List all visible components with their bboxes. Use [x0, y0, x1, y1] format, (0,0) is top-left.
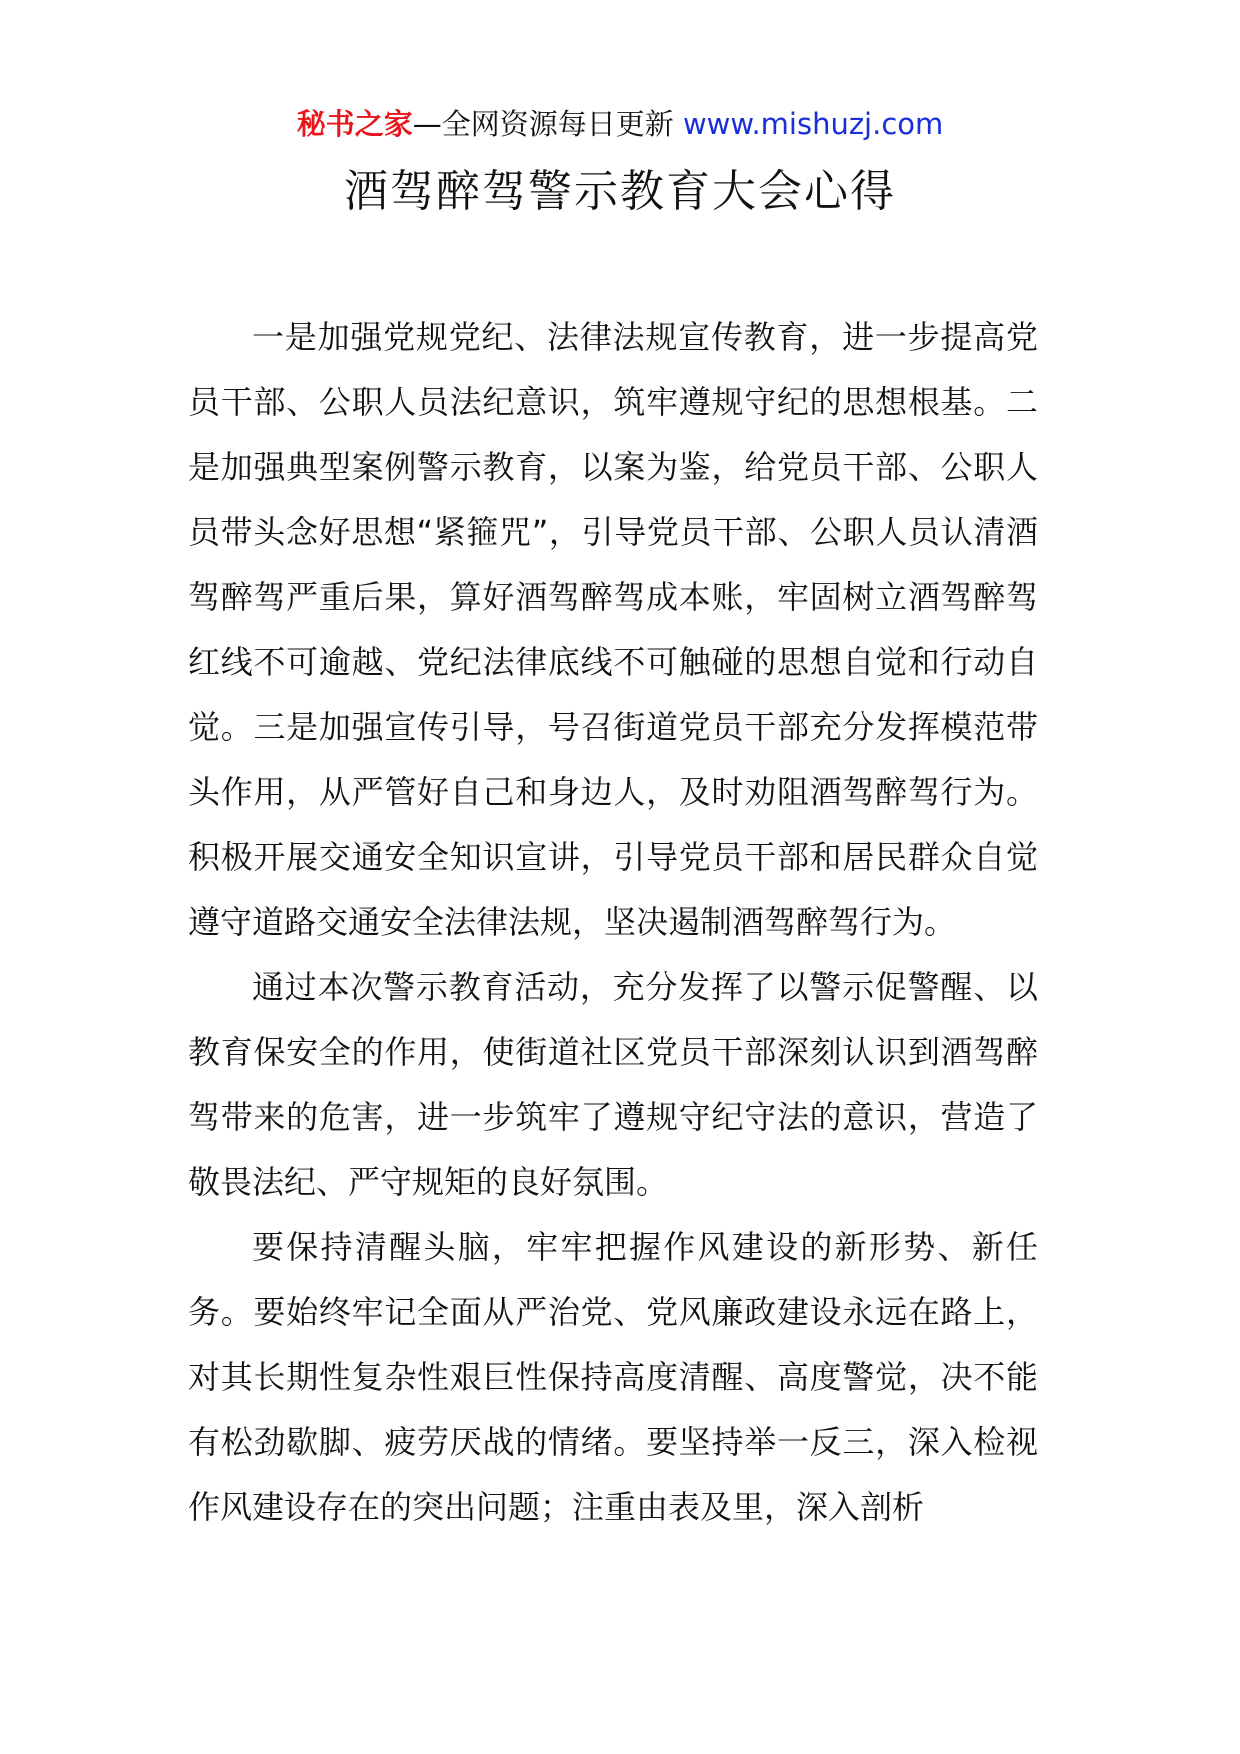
document-title: 酒驾醉驾警示教育大会心得 — [344, 166, 896, 217]
document-body — [188, 305, 1038, 1540]
paragraph: 通过本次警示教育活动，充分发挥了以警示促警醒、以教育保安全的作用，使街道社区党员干部深刻认识到酒驾醉驾带来的危害，进一步筑牢了遵规守纪守法的意识，营造了敬畏法纪、严守规矩的良好氛围。 — [188, 968, 1038, 1201]
site-url-link[interactable]: www.mishuzj.com — [682, 107, 944, 141]
paragraph: 要保持清醒头脑，牢牢把握作风建设的新形势、新任务。要始终牢记全面从严治党、党风廉政建设永远在路上，对其长期性复杂性艰巨性保持高度清醒、高度警觉，决不能有松劲歇脚、疲劳厌战的情绪。要坚持举一反三，深入检视作风建设存在的突出问题；注重由表及里，深入剖析 — [188, 1228, 1038, 1526]
paragraph: 一是加强党规党纪、法律法规宣传教育，进一步提高党员干部、公职人员法纪意识，筑牢遵规守纪的思想根基。二是加强典型案例警示教育，以案为鉴，给党员干部、公职人员带头念好思想“紧箍咒”，引导党员干部、公职人员认清酒驾醉驾严重后果，算好酒驾醉驾成本账，牢固树立酒驾醉驾红线不可逾越、党纪法律底线不可触碰的思想自觉和行动自觉。三是加强宣传引导，号召街道党员干部充分发挥模范带头作用，从严管好自己和身边人，及时劝阻酒驾醉驾行为。积极开展交通安全知识宣讲，引导党员干部和居民群众自觉遵守道路交通安全法律法规，坚决遏制酒驾醉驾行为。 — [188, 318, 1038, 941]
site-header — [0, 104, 1240, 144]
header-slogan: —全网资源每日更新 — [412, 107, 674, 141]
brand-name: 秘书之家 — [296, 107, 413, 141]
